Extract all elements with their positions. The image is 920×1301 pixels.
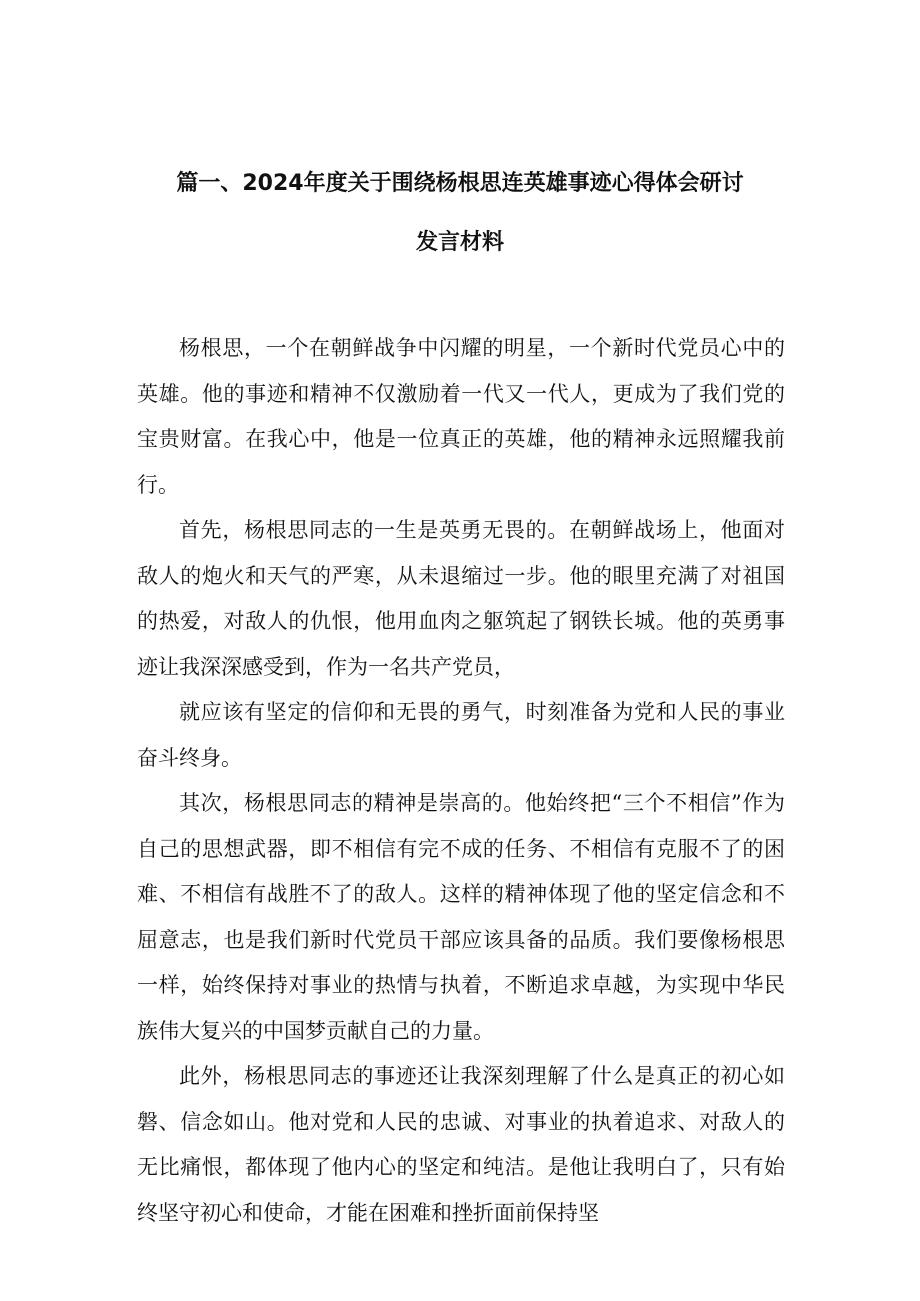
document-body [137, 326, 785, 1236]
paragraph-intro: 杨根思，一个在朝鲜战争中闪耀的明星，一个新时代党员心中的英雄。他的事迹和精神不仅激励着一代又一代人，更成为了我们党的宝贵财富。在我心中，他是一位真正的英雄，他的精神永远照耀我前行。 [137, 336, 785, 497]
paragraph-third: 此外，杨根思同志的事迹还让我深刻理解了什么是真正的初心如磐、信念如山。他对党和人民的忠诚、对事业的执着追求、对敌人的无比痛恨，都体现了他内心的坚定和纯洁。是他让我明白了，只有始终坚守初心和使命，才能在困难和挫折面前保持坚 [137, 1064, 785, 1225]
paragraph-first-continued: 就应该有坚定的信仰和无畏的勇气，时刻准备为党和人民的事业奋斗终身。 [137, 700, 785, 770]
paragraph-first: 首先，杨根思同志的一生是英勇无畏的。在朝鲜战场上，他面对敌人的炮火和天气的严寒，从未退缩过一步。他的眼里充满了对祖国的热爱，对敌人的仇恨，他用血肉之躯筑起了钢铁长城。他的英勇事迹让我深深感受到，作为一名共产党员， [137, 518, 785, 679]
document-title-continued: 发言材料 [415, 230, 504, 255]
paragraph-second: 其次，杨根思同志的精神是崇高的。他始终把“三个不相信”作为自己的思想武器，即不相信有完不成的任务、不相信有克服不了的困难、不相信有战胜不了的敌人。这样的精神体现了他的坚定信念和不屈意志，也是我们新时代党员干部应该具备的品质。我们要像杨根思一样，始终保持对事业的热情与执着，不断追求卓越，为实现中华民族伟大复兴的中国梦贡献自己的力量。 [137, 791, 785, 1043]
document-title: 篇一、2024年度关于围绕杨根思连英雄事迹心得体会研讨 [176, 171, 744, 196]
